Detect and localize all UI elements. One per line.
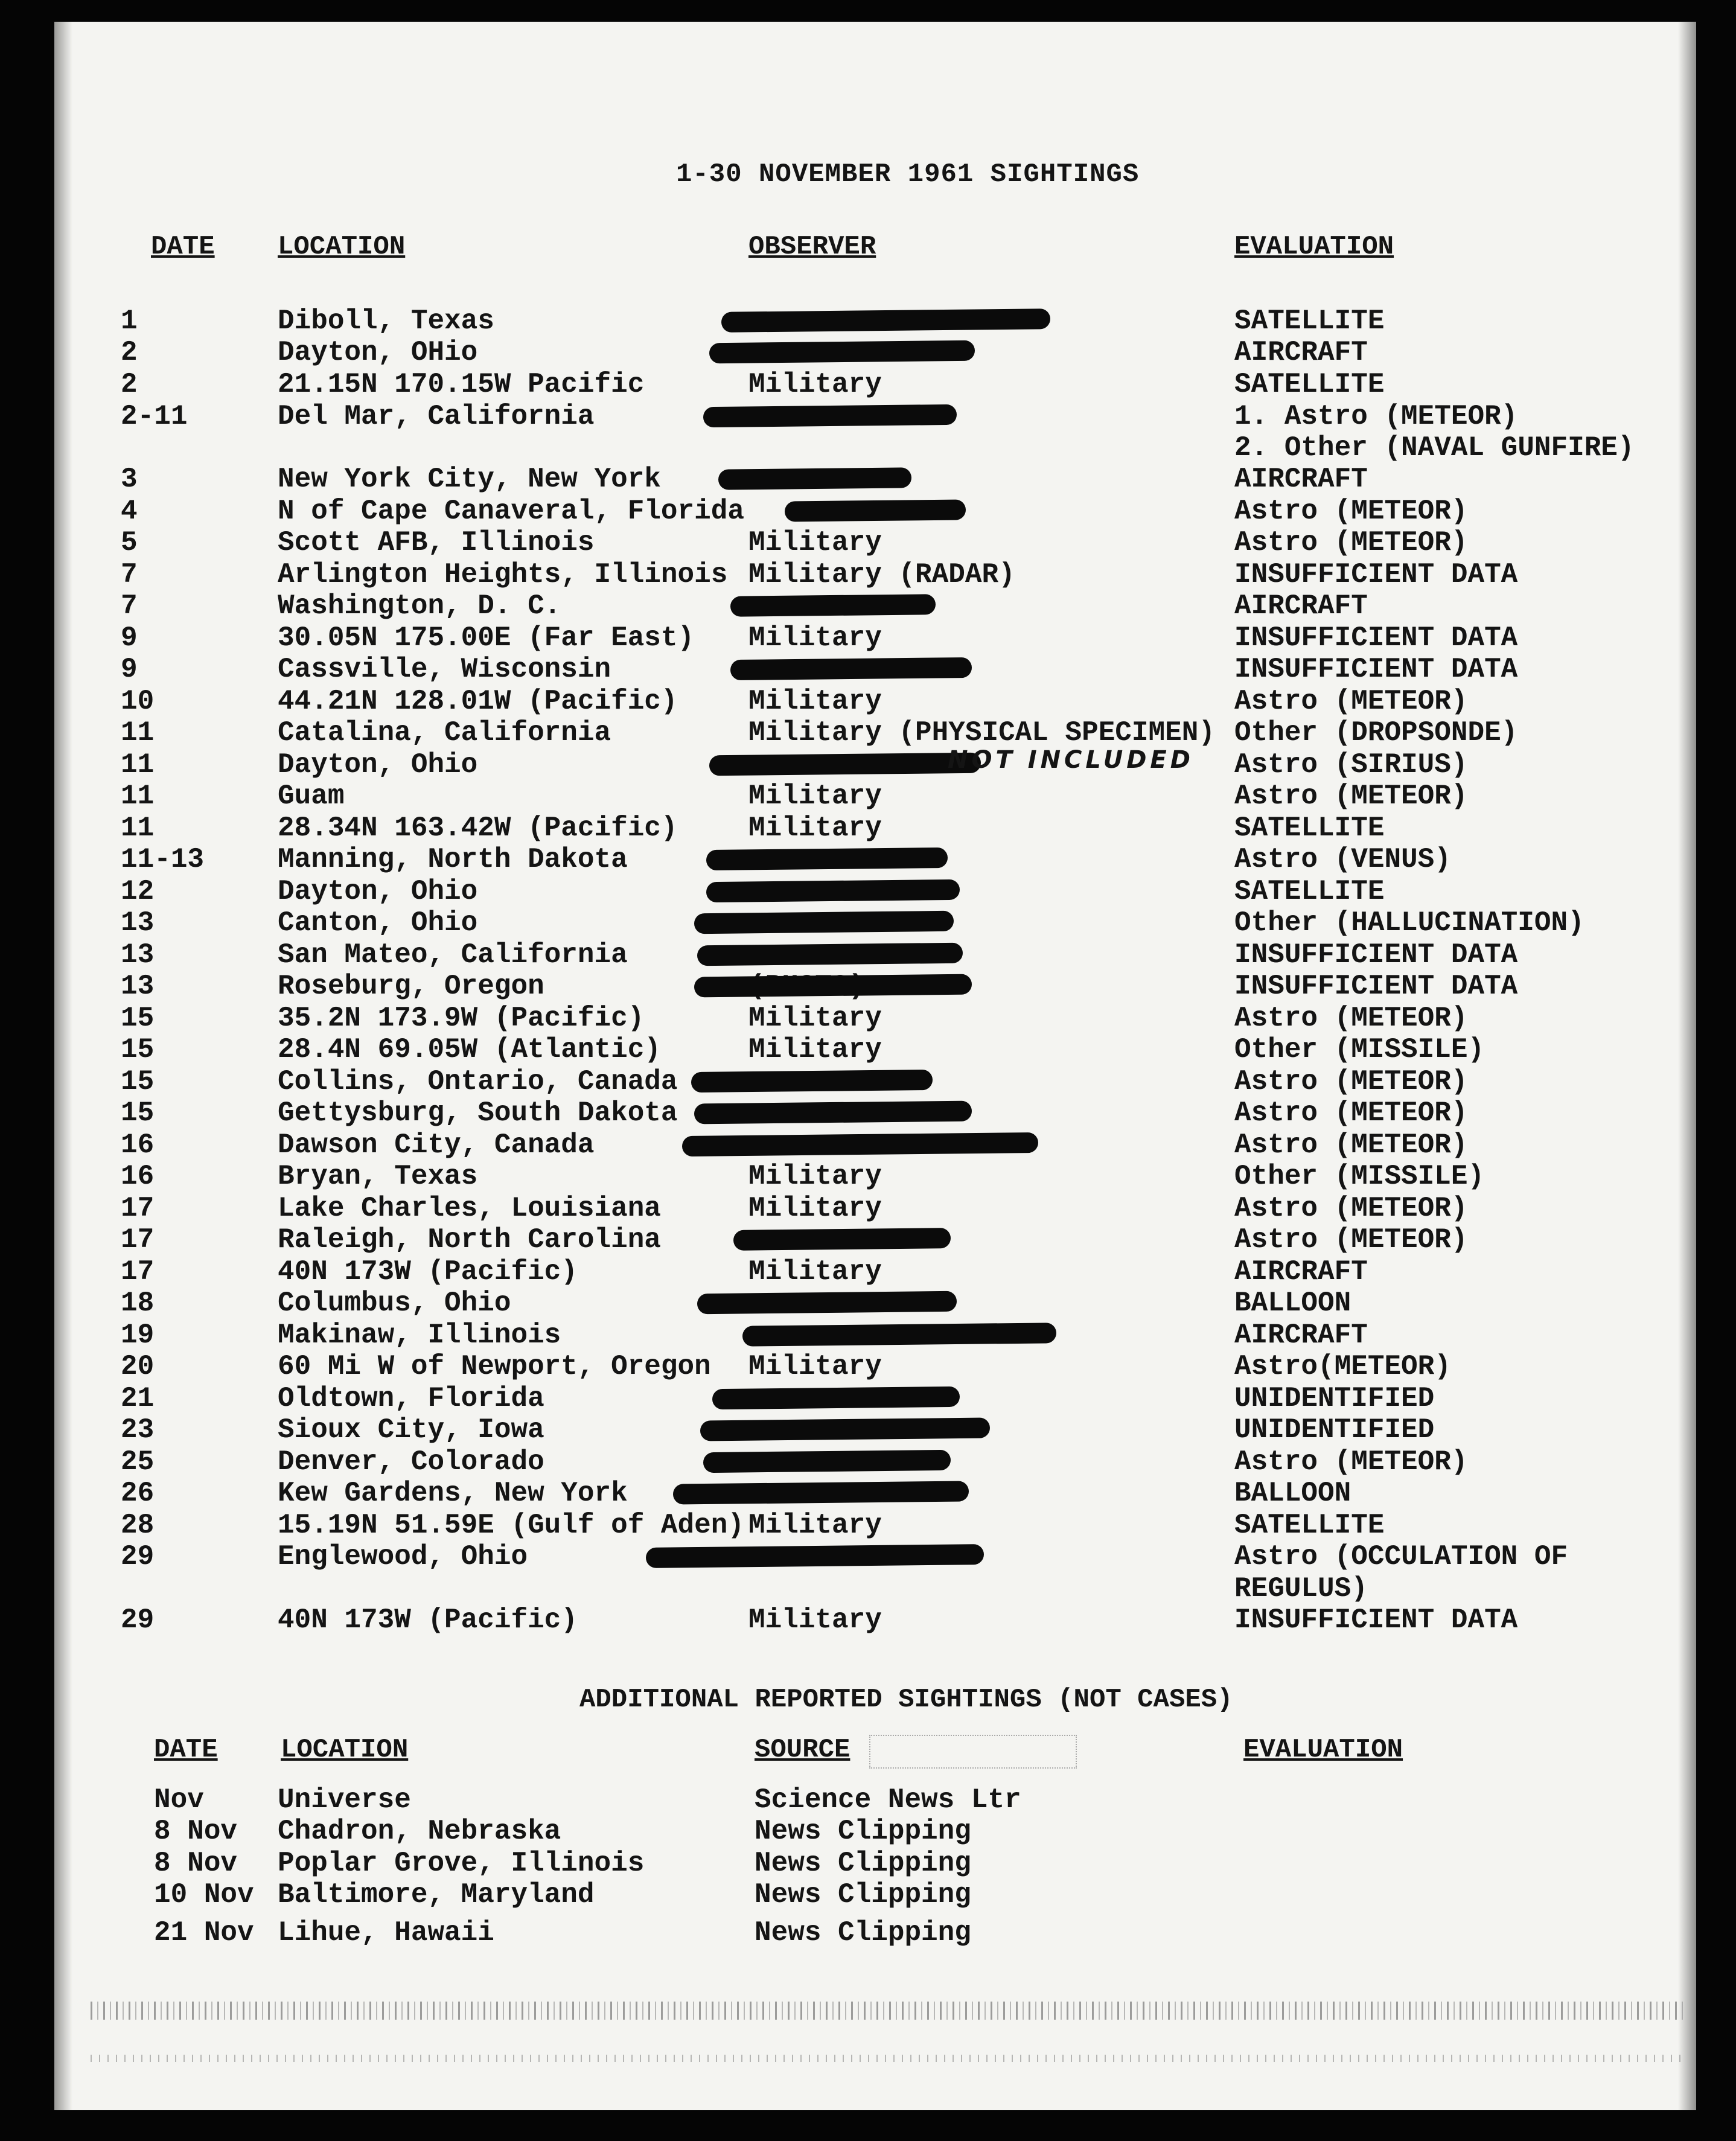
date-cell: 29: [121, 1604, 155, 1636]
evaluation-cell: Astro (SIRIUS): [1234, 749, 1468, 780]
redaction-mark: [694, 974, 972, 998]
date-cell: 13: [121, 971, 155, 1002]
table-row: [54, 812, 1696, 844]
table-row: [54, 654, 1696, 686]
observer-cell: Military (RADAR): [748, 559, 1015, 590]
table-row: [54, 1351, 1696, 1383]
date-cell: 17: [121, 1224, 155, 1256]
redaction-mark: [718, 467, 911, 490]
redaction-mark: [709, 340, 975, 364]
location-cell: 30.05N 175.00E (Far East): [278, 622, 695, 654]
table-row: [54, 717, 1696, 749]
source-cell: News Clipping: [755, 1816, 971, 1847]
evaluation-cell: INSUFFICIENT DATA: [1234, 559, 1518, 590]
date-cell: 4: [121, 496, 138, 527]
table-row: [54, 907, 1696, 939]
date-cell: 21 Nov: [154, 1917, 254, 1948]
evaluation-cell: SATELLITE: [1234, 812, 1385, 844]
header-observer: OBSERVER: [748, 232, 876, 262]
date-cell: 23: [121, 1414, 155, 1446]
table-row: [54, 1414, 1696, 1446]
table-row: [54, 590, 1696, 622]
redaction-mark: [697, 1291, 957, 1315]
date-cell: 15: [121, 1034, 155, 1065]
observer-cell: Military: [748, 1161, 882, 1192]
location-cell: 40N 173W (Pacific): [278, 1256, 578, 1287]
evaluation-cell: Astro (METEOR): [1234, 527, 1468, 558]
location-cell: Sioux City, Iowa: [278, 1414, 544, 1446]
evaluation-cell: Other (MISSILE): [1234, 1161, 1485, 1192]
location-cell: 15.19N 51.59E (Gulf of Aden): [278, 1510, 744, 1541]
document-page: [54, 22, 1696, 2110]
location-cell: San Mateo, California: [278, 939, 628, 971]
table-row: [54, 401, 1696, 433]
evaluation-cell: Astro (METEOR): [1234, 1224, 1468, 1256]
table-row: [54, 1161, 1696, 1193]
table-row: [54, 1129, 1696, 1161]
redaction-mark: [646, 1544, 984, 1568]
evaluation-cell: INSUFFICIENT DATA: [1234, 654, 1518, 685]
date-cell: 15: [121, 1097, 155, 1129]
date-cell: 8 Nov: [154, 1848, 238, 1879]
evaluation-cell: BALLOON: [1234, 1478, 1351, 1509]
table-row: [54, 1478, 1696, 1510]
table-row: [54, 1383, 1696, 1415]
location-cell: Denver, Colorado: [278, 1446, 544, 1478]
date-cell: 10: [121, 686, 155, 717]
table-row: [54, 686, 1696, 718]
redaction-mark: [709, 753, 981, 776]
evaluation-cell: AIRCRAFT: [1234, 464, 1368, 495]
table-row: [54, 844, 1696, 876]
table-row: [54, 464, 1696, 496]
date-cell: 1: [121, 305, 138, 337]
table-row: [54, 337, 1696, 369]
evaluation-cell: INSUFFICIENT DATA: [1234, 622, 1518, 654]
observer-cell: Military: [748, 1193, 882, 1224]
evaluation-cell: Astro (METEOR): [1234, 686, 1468, 717]
date-cell: 16: [121, 1161, 155, 1192]
source-header-box: [869, 1735, 1077, 1769]
table-row: [54, 780, 1696, 812]
location-cell: Roseburg, Oregon: [278, 971, 544, 1002]
location-cell: Raleigh, North Carolina: [278, 1224, 661, 1256]
table-row: [54, 1604, 1696, 1636]
observer-cell: Military: [748, 686, 882, 717]
location-cell: 40N 173W (Pacific): [278, 1604, 578, 1636]
observer-cell: Military (PHYSICAL SPECIMEN): [748, 717, 1215, 748]
table-row: [54, 749, 1696, 781]
observer-cell: Military: [748, 1256, 882, 1287]
additional-row: [54, 1816, 1696, 1848]
handwritten-note: NOT INCLUDED: [948, 746, 1194, 774]
redaction-mark: [730, 594, 936, 617]
observer-cell: Military: [748, 1351, 882, 1382]
location-cell: Dayton, OHio: [278, 337, 478, 368]
header-date: DATE: [151, 232, 215, 262]
location-cell: N of Cape Canaveral, Florida: [278, 496, 744, 527]
additional-row: [54, 1848, 1696, 1880]
table-row: [54, 1193, 1696, 1225]
location-cell: Lihue, Hawaii: [278, 1917, 494, 1948]
date-cell: 19: [121, 1319, 155, 1351]
evaluation-cell: INSUFFICIENT DATA: [1234, 971, 1518, 1002]
additional-header-evaluation: EVALUATION: [1243, 1735, 1403, 1765]
table-row: [54, 971, 1696, 1003]
location-cell: Bryan, Texas: [278, 1161, 478, 1192]
location-cell: Del Mar, California: [278, 401, 595, 432]
date-cell: 29: [121, 1541, 155, 1572]
evaluation-cell: Astro (OCCULATION OF: [1234, 1541, 1568, 1572]
evaluation-cell: Astro (METEOR): [1234, 1097, 1468, 1129]
document-title: 1-30 NOVEMBER 1961 SIGHTINGS: [676, 159, 1140, 190]
evaluation-cell: AIRCRAFT: [1234, 590, 1368, 622]
date-cell: 28: [121, 1510, 155, 1541]
evaluation-cell: Other (DROPSONDE): [1234, 717, 1518, 748]
redaction-mark: [721, 308, 1050, 333]
redaction-mark: [785, 499, 966, 522]
scan-noise-strip-lower: [91, 2055, 1684, 2062]
date-cell: 8 Nov: [154, 1816, 238, 1847]
location-cell: Poplar Grove, Illinois: [278, 1848, 645, 1879]
location-cell: Guam: [278, 780, 345, 812]
evaluation-cell: SATELLITE: [1234, 369, 1385, 400]
location-cell: Dayton, Ohio: [278, 749, 478, 780]
evaluation-cell: INSUFFICIENT DATA: [1234, 939, 1518, 971]
evaluation-cell: SATELLITE: [1234, 876, 1385, 907]
date-cell: 5: [121, 527, 138, 558]
evaluation-cell: Astro (METEOR): [1234, 1446, 1468, 1478]
observer-cell: Military: [748, 1604, 882, 1636]
redaction-mark: [694, 911, 954, 934]
table-row: [54, 1510, 1696, 1542]
table-row: [54, 1287, 1696, 1319]
date-cell: 2: [121, 337, 138, 368]
redaction-mark: [697, 943, 963, 966]
table-row: [54, 1573, 1696, 1605]
location-cell: New York City, New York: [278, 464, 661, 495]
date-cell: 17: [121, 1193, 155, 1224]
evaluation-cell: Astro (METEOR): [1234, 1003, 1468, 1034]
source-cell: News Clipping: [755, 1917, 971, 1948]
observer-cell: Military: [748, 527, 882, 558]
table-row: [54, 369, 1696, 401]
location-cell: Chadron, Nebraska: [278, 1816, 561, 1847]
redaction-mark: [712, 1386, 960, 1409]
table-row: [54, 622, 1696, 654]
evaluation-cell: Astro (METEOR): [1234, 496, 1468, 527]
table-row: [54, 939, 1696, 971]
table-row: [54, 1034, 1696, 1066]
date-cell: 7: [121, 590, 138, 622]
date-cell: 13: [121, 939, 155, 971]
table-row: [54, 1003, 1696, 1035]
date-cell: 9: [121, 622, 138, 654]
date-cell: 13: [121, 907, 155, 939]
location-cell: Oldtown, Florida: [278, 1383, 544, 1414]
table-row: [54, 1066, 1696, 1098]
location-cell: Columbus, Ohio: [278, 1287, 511, 1319]
location-cell: 28.4N 69.05W (Atlantic): [278, 1034, 661, 1065]
location-cell: 28.34N 163.42W (Pacific): [278, 812, 678, 844]
additional-row: [54, 1917, 1696, 1949]
date-cell: 11: [121, 717, 155, 748]
redaction-mark: [703, 404, 957, 427]
evaluation-cell: Other (HALLUCINATION): [1234, 907, 1584, 939]
evaluation-cell: UNIDENTIFIED: [1234, 1414, 1435, 1446]
location-cell: Gettysburg, South Dakota: [278, 1097, 678, 1129]
date-cell: 11: [121, 780, 155, 812]
table-row: [54, 496, 1696, 528]
location-cell: Washington, D. C.: [278, 590, 561, 622]
location-cell: Canton, Ohio: [278, 907, 478, 939]
location-cell: Catalina, California: [278, 717, 611, 748]
table-row: [54, 1319, 1696, 1351]
location-cell: 21.15N 170.15W Pacific: [278, 369, 645, 400]
redaction-mark: [733, 1228, 951, 1251]
observer-cell: Military: [748, 1003, 882, 1034]
location-cell: Arlington Heights, Illinois: [278, 559, 728, 590]
additional-row: [54, 1784, 1696, 1816]
date-cell: 16: [121, 1129, 155, 1161]
redaction-mark: [730, 657, 972, 680]
header-location: LOCATION: [278, 232, 406, 262]
location-cell: Baltimore, Maryland: [278, 1879, 595, 1910]
header-evaluation: EVALUATION: [1234, 232, 1394, 262]
evaluation-cell: AIRCRAFT: [1234, 1256, 1368, 1287]
table-row: [54, 305, 1696, 337]
source-cell: News Clipping: [755, 1848, 971, 1879]
observer-cell: Military: [748, 622, 882, 654]
redaction-mark: [706, 879, 960, 902]
date-cell: 7: [121, 559, 138, 590]
table-row: [54, 559, 1696, 591]
date-cell: 12: [121, 876, 155, 907]
additional-header-source: SOURCE: [755, 1735, 850, 1765]
location-cell: Scott AFB, Illinois: [278, 527, 595, 558]
date-cell: 17: [121, 1256, 155, 1287]
source-cell: News Clipping: [755, 1879, 971, 1910]
evaluation-cell: Astro (METEOR): [1234, 1066, 1468, 1097]
date-cell: 25: [121, 1446, 155, 1478]
table-row: [54, 527, 1696, 559]
location-cell: 35.2N 173.9W (Pacific): [278, 1003, 645, 1034]
date-cell: 2-11: [121, 401, 188, 432]
location-cell: Collins, Ontario, Canada: [278, 1066, 678, 1097]
table-row: [54, 1224, 1696, 1256]
location-cell: Makinaw, Illinois: [278, 1319, 561, 1351]
evaluation-cell: BALLOON: [1234, 1287, 1351, 1319]
evaluation-cell: SATELLITE: [1234, 305, 1385, 337]
date-cell: 2: [121, 369, 138, 400]
location-cell: Kew Gardens, New York: [278, 1478, 628, 1509]
additional-header-date: DATE: [154, 1735, 218, 1765]
evaluation-cell: AIRCRAFT: [1234, 337, 1368, 368]
date-cell: Nov: [154, 1784, 204, 1816]
evaluation-cell: Other (MISSILE): [1234, 1034, 1485, 1065]
redaction-mark: [742, 1323, 1056, 1346]
evaluation-cell: REGULUS): [1234, 1573, 1368, 1604]
date-cell: 18: [121, 1287, 155, 1319]
redaction-mark: [700, 1417, 990, 1441]
redaction-mark: [694, 1101, 972, 1125]
redaction-mark: [691, 1070, 933, 1093]
observer-cell: Military: [748, 1510, 882, 1541]
location-cell: 60 Mi W of Newport, Oregon: [278, 1351, 711, 1382]
evaluation-cell: SATELLITE: [1234, 1510, 1385, 1541]
evaluation-cell: INSUFFICIENT DATA: [1234, 1604, 1518, 1636]
observer-cell: Military: [748, 780, 882, 812]
scan-noise-strip: [91, 2002, 1684, 2020]
date-cell: 10 Nov: [154, 1879, 254, 1910]
date-cell: 11: [121, 812, 155, 844]
location-cell: Englewood, Ohio: [278, 1541, 528, 1572]
date-cell: 15: [121, 1066, 155, 1097]
evaluation-cell: Astro(METEOR): [1234, 1351, 1451, 1382]
date-cell: 15: [121, 1003, 155, 1034]
location-cell: Cassville, Wisconsin: [278, 654, 611, 685]
date-cell: 11: [121, 749, 155, 780]
location-cell: Dayton, Ohio: [278, 876, 478, 907]
evaluation-cell: Astro (METEOR): [1234, 1129, 1468, 1161]
evaluation-cell: 1. Astro (METEOR): [1234, 401, 1518, 432]
date-cell: 11-13: [121, 844, 205, 875]
date-cell: 20: [121, 1351, 155, 1382]
location-cell: Universe: [278, 1784, 411, 1816]
table-row: [54, 1256, 1696, 1288]
additional-sightings-title: ADDITIONAL REPORTED SIGHTINGS (NOT CASES): [579, 1685, 1233, 1715]
source-cell: Science News Ltr: [755, 1784, 1021, 1816]
evaluation-cell: Astro (VENUS): [1234, 844, 1451, 875]
redaction-mark: [703, 1450, 951, 1473]
additional-row: [54, 1879, 1696, 1911]
observer-cell: Military: [748, 812, 882, 844]
table-row: [54, 1446, 1696, 1478]
location-cell: Manning, North Dakota: [278, 844, 628, 875]
location-cell: Dawson City, Canada: [278, 1129, 595, 1161]
evaluation-cell: 2. Other (NAVAL GUNFIRE): [1234, 432, 1635, 464]
redaction-mark: [682, 1132, 1038, 1157]
redaction-mark: [706, 847, 948, 870]
observer-cell: Military: [748, 1034, 882, 1065]
additional-header-location: LOCATION: [281, 1735, 409, 1765]
date-cell: 9: [121, 654, 138, 685]
evaluation-cell: UNIDENTIFIED: [1234, 1383, 1435, 1414]
table-row: [54, 1097, 1696, 1129]
date-cell: 3: [121, 464, 138, 495]
table-row: [54, 1541, 1696, 1573]
table-row: [54, 876, 1696, 908]
table-row: [54, 432, 1696, 464]
location-cell: 44.21N 128.01W (Pacific): [278, 686, 678, 717]
evaluation-cell: AIRCRAFT: [1234, 1319, 1368, 1351]
date-cell: 26: [121, 1478, 155, 1509]
redaction-mark: [673, 1481, 969, 1504]
evaluation-cell: Astro (METEOR): [1234, 1193, 1468, 1224]
date-cell: 21: [121, 1383, 155, 1414]
location-cell: Diboll, Texas: [278, 305, 494, 337]
location-cell: Lake Charles, Louisiana: [278, 1193, 661, 1224]
evaluation-cell: Astro (METEOR): [1234, 780, 1468, 812]
observer-cell: Military: [748, 369, 882, 400]
